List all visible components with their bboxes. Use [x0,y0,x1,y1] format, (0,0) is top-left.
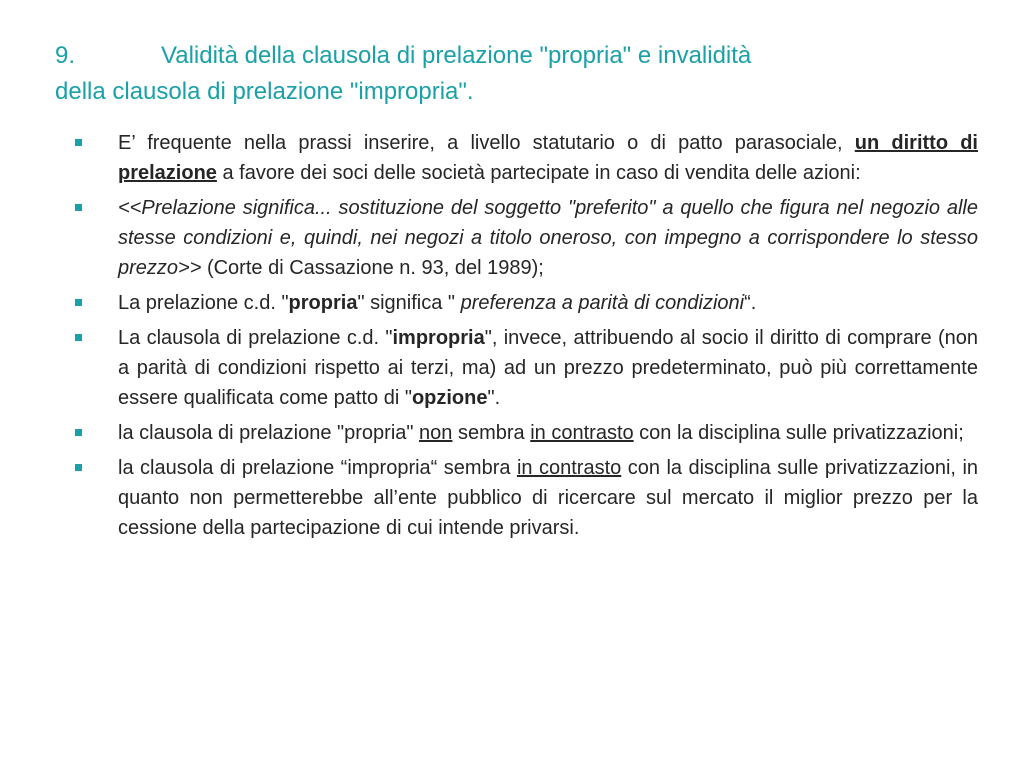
bullet-4-text-a: La clausola di prelazione c.d. " [118,327,393,349]
bullet-5-text-c: con la disciplina sulle privatizzazioni; [633,422,964,444]
bullet-2-quote: <<Prelazione significa... sostituzione del soggetto "preferito" a quello che figura nel negozio alle stesse condizioni e, quindi, nei negozi a titolo oneroso, con impegno a corrispondere lo stesso prezzo>> [118,197,978,279]
bullet-5-text-a: la clausola di prelazione "propria" [118,422,420,444]
bullet-5-underlined-2: in contrasto [530,422,634,444]
bullet-1-text-a: E’ frequente nella prassi inserire, a livello statutario o di patto parasociale, [118,132,855,154]
square-bullet-icon [75,139,82,146]
bullet-5-text-b: sembra [452,422,531,444]
title-line-1: Validità della clausola di prelazione "propria" e invalidità [161,42,752,69]
title-number: 9. [55,42,76,69]
square-bullet-icon [75,204,82,211]
bullet-3-italic: preferenza a parità di condizioni [460,292,745,314]
bullet-3-text-c: “. [744,292,757,314]
bullet-item-5 [75,418,978,448]
bullet-6-underlined: in contrasto [516,457,622,479]
square-bullet-icon [75,464,82,471]
bullet-1-text-b: a favore dei soci delle società partecipate in caso di vendita delle azioni: [216,162,861,184]
bullet-item-4 [75,323,978,413]
bullet-5-underlined-1: non [419,422,453,444]
bullet-1-underlined-bold: un diritto di prelazione [118,132,978,184]
bullet-4-text-c: ". [487,387,501,409]
bullet-item-3 [75,288,978,318]
bullet-4-bold-2: opzione [411,387,488,409]
bullet-3-text-b: " significa " [357,292,461,314]
bullet-4-bold-1: impropria [392,327,485,349]
bullet-4-text-b: ", invece, attribuendo al socio il diritto di comprare (non a parità di condizioni rispetto ai terzi, ma) ad un prezzo predeterminato, può più correttamente essere qualificata come patto di " [118,327,978,409]
square-bullet-icon [75,299,82,306]
square-bullet-icon [75,429,82,436]
title-line-2: della clausola di prelazione "impropria". [55,78,474,105]
bullet-list [75,128,978,548]
bullet-item-6 [75,453,978,543]
bullet-6-text-a: la clausola di prelazione “impropria“ sembra [118,457,517,479]
bullet-3-bold: propria [288,292,358,314]
slide-title [55,38,995,110]
bullet-item-1 [75,128,978,188]
bullet-3-text-a: La prelazione c.d. " [118,292,289,314]
bullet-item-2 [75,193,978,283]
square-bullet-icon [75,334,82,341]
bullet-2-citation: (Corte di Cassazione n. 93, del 1989); [201,257,544,279]
bullet-6-text-b: con la disciplina sulle privatizzazioni, in quanto non permetterebbe all’ente pubblico di ricercare sul mercato il miglior prezzo per la cessione della partecipazione di cui intende privarsi. [118,457,979,539]
